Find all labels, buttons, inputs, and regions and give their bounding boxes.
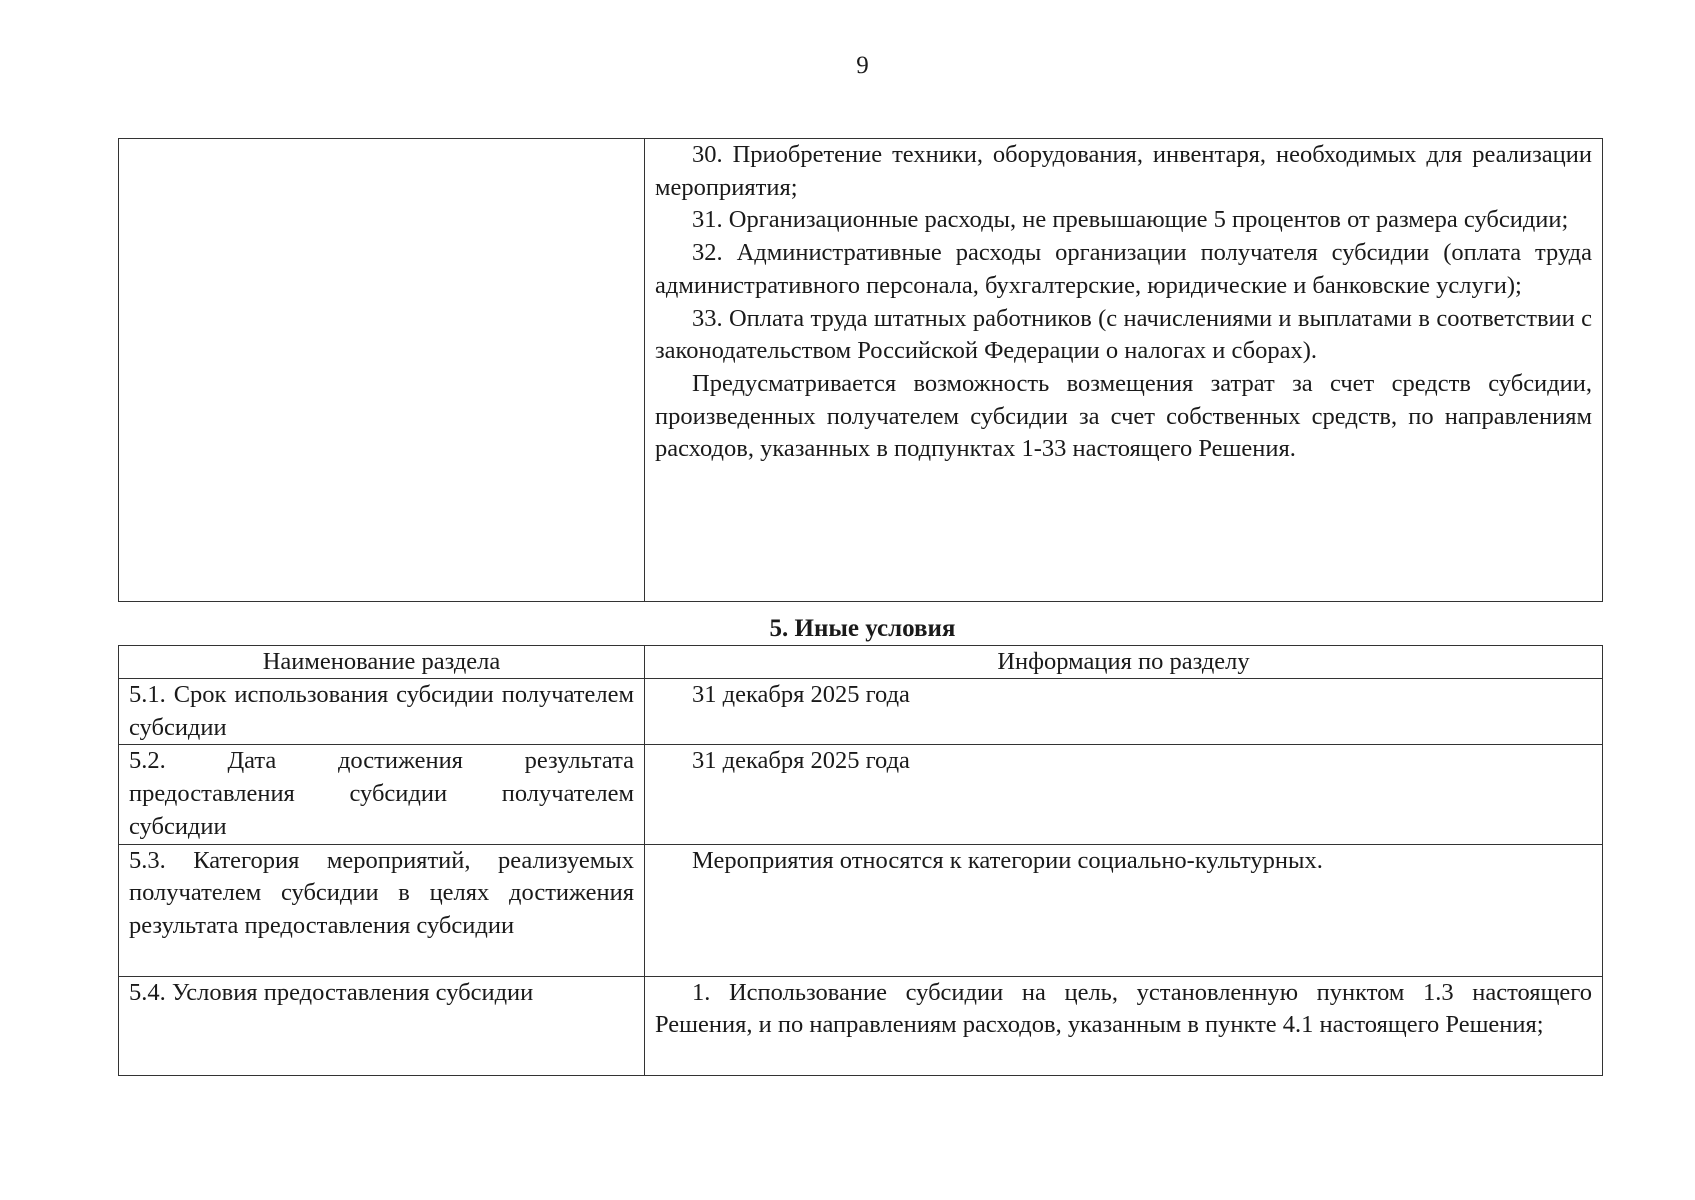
table-row: [119, 139, 1603, 602]
page-number: 9: [856, 52, 869, 79]
row-name: 5.4. Условия предоставления субсидии: [129, 978, 534, 1006]
row-name-cell: [119, 976, 645, 1075]
row-info-cell: [645, 745, 1603, 844]
row-info: 31 декабря 2025 года: [692, 681, 910, 708]
row-name-cell: [119, 679, 645, 745]
expense-item-30: 30. Приобретение техники, оборудования, инвентаря, необходимых для реализации мероприятия;: [655, 141, 1592, 201]
column-header-section-name: Наименование раздела: [119, 646, 645, 679]
reimbursement-note: Предусматривается возможность возмещения затрат за счет средств субсидии, произведенных получателем субсидии за счет собственных средств, по направлениям расходов, указанных в подпунктах 1-33 настоящего Решения.: [655, 369, 1592, 463]
other-conditions-table: [118, 645, 1603, 1076]
row-name-cell: [119, 745, 645, 844]
table-row: [119, 976, 1603, 1075]
table-header-row: [119, 646, 1603, 679]
row-name: 5.3. Категория мероприятий, реализуемых получателем субсидии в целях достижения результата предоставления субсидии: [129, 846, 634, 939]
row-info: Мероприятия относятся к категории социально-культурных.: [692, 846, 1323, 874]
expense-item-33: 33. Оплата труда штатных работников (с начислениями и выплатами в соответствии с законодательством Российской Федерации о налогах и сборах).: [655, 304, 1592, 365]
row-info: 1. Использование субсидии на цель, установленную пунктом 1.3 настоящего Решения, и по направлениям расходов, указанным в пункте 4.1 настоящего Решения;: [655, 978, 1592, 1039]
expense-item-31: 31. Организационные расходы, не превышающие 5 процентов от размера субсидии;: [692, 206, 1569, 234]
row-name: 5.1. Срок использования субсидии получателем субсидии: [129, 681, 634, 741]
row-name: 5.2. Дата достижения результата предоставления субсидии получателем субсидии: [129, 747, 634, 840]
expenses-continuation-table: [118, 138, 1603, 602]
row-name-cell: [119, 844, 645, 976]
expense-item-32: 32. Административные расходы организации получателя субсидии (оплата труда административного персонала, бухгалтерские, юридические и банковские услуги);: [655, 239, 1592, 299]
row-info: 31 декабря 2025 года: [692, 747, 910, 775]
empty-left-cell: [119, 139, 645, 602]
row-info-cell: [645, 679, 1603, 745]
table-row: [119, 745, 1603, 844]
column-header-section-info: Информация по разделу: [645, 646, 1603, 679]
section-title: 5. Иные условия: [769, 615, 956, 642]
table-row: [119, 844, 1603, 976]
row-info-cell: [645, 976, 1603, 1075]
table-row: [119, 679, 1603, 745]
expenses-list-cell: [645, 139, 1603, 602]
row-info-cell: [645, 844, 1603, 976]
